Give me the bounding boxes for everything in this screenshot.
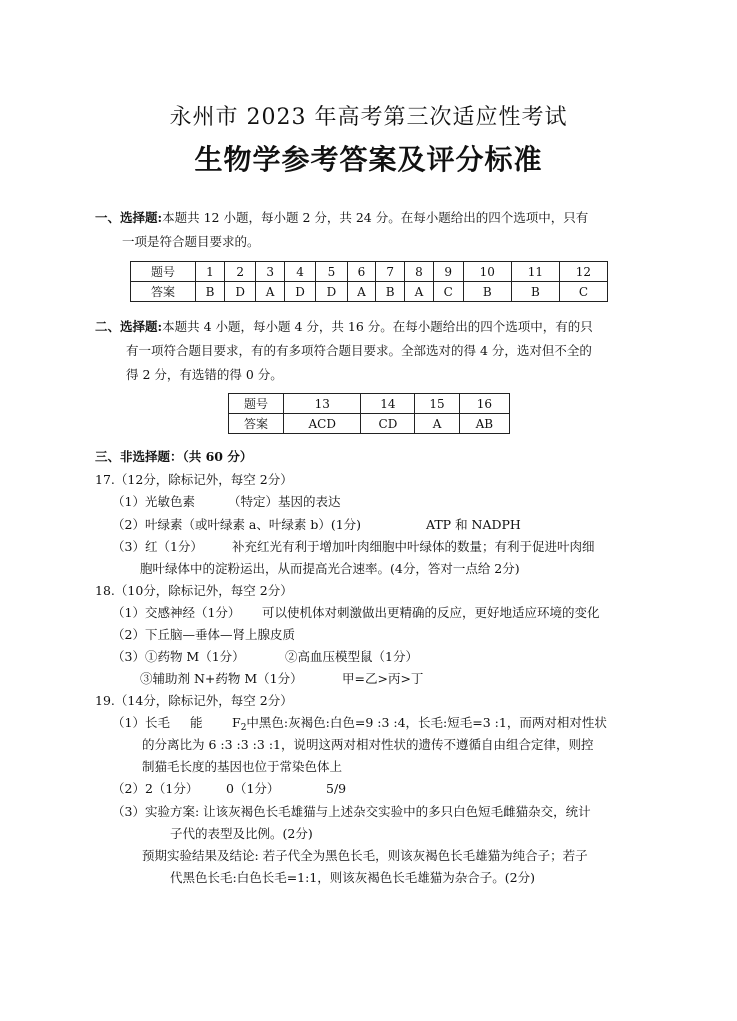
section2-heading: 二、选择题: (95, 319, 163, 334)
section2-intro-line3: 得 2 分，有选错的得 0 分。 (126, 367, 283, 382)
q19-answer-1a: （1）长毛 (112, 715, 170, 730)
question-number-cell: 13 (284, 394, 361, 414)
q18-answer-3a: （3）①药物 M（1分） (112, 649, 245, 664)
question-number-label: 题号 (131, 262, 196, 282)
question-number-cell: 8 (405, 262, 434, 282)
q18-heading: 18.（10分，除标记外，每空 2分） (95, 583, 293, 598)
question-number-cell: 2 (225, 262, 256, 282)
answer-cell: CD (361, 414, 415, 434)
q19-answer-1c (232, 714, 607, 737)
question-number-cell: 10 (463, 262, 511, 282)
q17-answer-3a: （3）红（1分） (112, 539, 203, 554)
q19-answer-2a: （2）2（1分） (112, 781, 199, 796)
q19-answer-3a: （3）实验方案: 让该灰褐色长毛雄猫与上述杂交实验中的多只白色短毛雌猫杂交，统计 (112, 804, 591, 819)
question-number-cell: 12 (559, 262, 607, 282)
section2-intro-line1 (95, 318, 593, 336)
answer-cell: B (376, 282, 405, 302)
answer-cell: A (405, 282, 434, 302)
section1-answer-table (130, 261, 608, 302)
q18-answer-1a: （1）交感神经（1分） (112, 605, 241, 620)
section2-answer-table (228, 393, 510, 434)
q19-answer-3b: 子代的表型及比例。(2分) (170, 826, 313, 841)
section2-intro-line2: 有一项符合题目要求，有的有多项符合题目要求。全部选对的得 4 分，选对但不全的 (126, 343, 592, 358)
q17-heading: 17.（12分，除标记外，每空 2分） (95, 472, 293, 487)
answer-cell: AB (459, 414, 509, 434)
q19-answer-4b: 代黑色长毛:白色长毛=1:1，则该灰褐色长毛雄猫为杂合子。(2分) (170, 870, 536, 885)
table-row (229, 414, 510, 434)
answer-cell: B (511, 282, 559, 302)
answer-cell: D (316, 282, 347, 302)
q17-answer-2a: （2）叶绿素（或叶绿素 a、叶绿素 b）(1分) (112, 517, 362, 532)
q17-answer-2b: ATP 和 NADPH (426, 517, 521, 532)
answer-cell: A (256, 282, 285, 302)
q18-answer-1b: 可以使机体对刺激做出更精确的反应，更好地适应环境的变化 (262, 605, 600, 620)
q18-answer-3b: ②高血压模型鼠（1分） (285, 649, 418, 664)
answer-cell: D (225, 282, 256, 302)
q19-answer-1e: 制猫毛长度的基因也位于常染色体上 (142, 759, 343, 774)
section1-intro-line2: 一项是符合题目要求的。 (122, 234, 260, 249)
q19-answer-1d: 的分离比为 6 :3 :3 :3 :1，说明这两对相对性状的遗传不遵循自由组合定律，则控 (142, 737, 594, 752)
answer-cell: A (347, 282, 376, 302)
table-row (229, 394, 510, 414)
q19-answer-4a: 预期实验结果及结论: 若子代全为黑色长毛，则该灰褐色长毛雄猫为纯合子；若子 (142, 848, 588, 863)
q19-heading: 19.（14分，除标记外，每空 2分） (95, 693, 293, 708)
f2-symbol: F (232, 715, 241, 730)
section1-desc: 本题共 12 小题，每小题 2 分，共 24 分。在每小题给出的四个选项中，只有 (162, 210, 589, 225)
exam-title: 永州市 2023 年高考第三次适应性考试 (169, 105, 568, 130)
section1-intro-line1 (95, 209, 588, 227)
q19-answer-2b: 0（1分） (226, 781, 280, 796)
answer-cell: B (463, 282, 511, 302)
table-row (131, 262, 608, 282)
q17-answer-1a: （1）光敏色素 (112, 494, 195, 509)
answer-cell: ACD (284, 414, 361, 434)
answer-key-title: 生物学参考答案及评分标准 (194, 143, 543, 176)
section2-desc: 本题共 4 小题，每小题 4 分，共 16 分。在每小题给出的四个选项中，有的只 (162, 319, 593, 334)
q17-answer-1b: （特定）基因的表达 (228, 494, 341, 509)
question-number-cell: 6 (347, 262, 376, 282)
answer-cell: D (284, 282, 315, 302)
question-number-cell: 5 (316, 262, 347, 282)
q19-answer-2c: 5/9 (326, 781, 347, 796)
question-number-label: 题号 (229, 394, 284, 414)
q18-answer-2: （2）下丘脑—垂体—肾上腺皮质 (112, 627, 295, 642)
question-number-cell: 7 (376, 262, 405, 282)
q19-answer-1c-text: 中黑色:灰褐色:白色=9 :3 :4，长毛:短毛=3 :1，而两对相对性状 (246, 715, 607, 730)
answer-cell: C (433, 282, 463, 302)
q19-answer-1b: 能 (190, 715, 203, 730)
f2-subscript: 2 (240, 723, 247, 733)
question-number-cell: 1 (196, 262, 225, 282)
section3-heading: 三、非选择题：（共 60 分） (95, 449, 253, 464)
question-number-cell: 14 (361, 394, 415, 414)
question-number-cell: 4 (284, 262, 315, 282)
question-number-cell: 15 (415, 394, 459, 414)
question-number-cell: 3 (256, 262, 285, 282)
answer-cell: C (559, 282, 607, 302)
question-number-cell: 11 (511, 262, 559, 282)
question-number-cell: 16 (459, 394, 509, 414)
q17-answer-3b: 补充红光有利于增加叶肉细胞中叶绿体的数量；有利于促进叶肉细 (232, 539, 595, 554)
q18-answer-4b: 甲=乙>丙>丁 (342, 671, 424, 686)
answer-cell: A (415, 414, 459, 434)
section1-heading: 一、选择题: (95, 210, 163, 225)
answer-label: 答案 (131, 282, 196, 302)
q17-answer-3c: 胞叶绿体中的淀粉运出，从而提高光合速率。(4分，答对一点给 2分) (140, 561, 520, 576)
answer-label: 答案 (229, 414, 284, 434)
q18-answer-4a: ③辅助剂 N+药物 M（1分） (140, 671, 303, 686)
answer-cell: B (196, 282, 225, 302)
table-row (131, 282, 608, 302)
question-number-cell: 9 (433, 262, 463, 282)
